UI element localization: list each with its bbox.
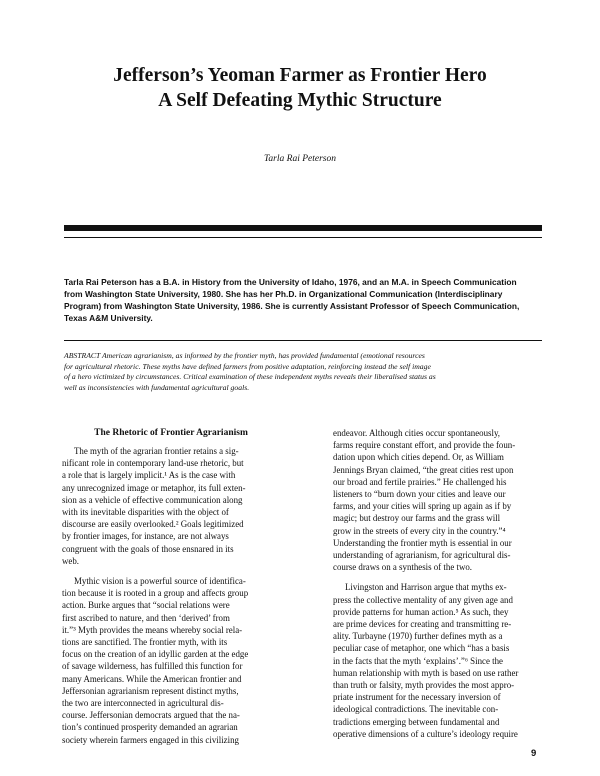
text-line: action. Burke argues that “social relations were	[62, 600, 230, 611]
paragraph	[62, 445, 280, 567]
text-line: farms require constant effort, and provide the foun-	[333, 440, 516, 451]
text-line: first ascribed to nature, and then ‘derived’ from	[62, 612, 230, 623]
bio-line: Texas A&M University.	[64, 313, 153, 323]
text-line: human relationship with myth is based on use rather	[333, 667, 519, 678]
right-column	[333, 427, 551, 740]
text-line: listeners to “burn down your cities and leave our	[333, 489, 506, 500]
thin-rule-bottom	[64, 340, 542, 341]
text-line: Mythic vision is a powerful source of identifica-	[74, 576, 246, 587]
left-column	[62, 427, 280, 746]
text-line: discourse are easily overlooked.² Goals legitimized	[62, 519, 244, 530]
text-line: in the facts that the myth ‘explains’.”⁶ Since the	[333, 655, 503, 666]
text-line: grow in the streets of every city in the country.”⁴	[333, 525, 506, 536]
text-line: Jennings Bryan claimed, “the great cities rest upon	[333, 464, 514, 475]
text-line: The myth of the agrarian frontier retains a sig-	[74, 446, 239, 456]
text-line: of savage wilderness, has fulfilled this function for	[62, 661, 243, 672]
text-line: any unrecognized image or metaphor, its full exten-	[62, 482, 246, 493]
author-bio	[64, 276, 542, 324]
text-line: the two are interconnected in agricultural dis-	[62, 698, 224, 709]
text-line: dation upon which cities depend. Or, as William	[333, 452, 504, 463]
text-line: understanding of agrarianism, for agricultural dis-	[333, 550, 511, 561]
text-line: Understanding the frontier myth is essential in our	[333, 537, 512, 548]
bio-line: Program) from Washington State University, 1986. She is currently Assistant Professor of Speech Communication,	[64, 301, 520, 311]
text-line: it.”³ Myth provides the means whereby social rela-	[62, 624, 243, 635]
abstract	[64, 351, 542, 393]
abstract-line: well as inconsistencies with fundamental agricultural goals.	[64, 382, 250, 392]
text-line: by frontier images, for instance, are not always	[62, 531, 229, 542]
text-line: than truth or falsity, myth provides the most appro-	[333, 680, 515, 691]
text-line: operative dimensions of a culture’s ideology require	[333, 728, 518, 739]
article-title-line-2: A Self Defeating Mythic Structure	[158, 90, 442, 111]
text-line: tion because it is rooted in a group and affects group	[62, 588, 249, 599]
text-line: tion’s continued prosperity demanded an agrarian	[62, 722, 238, 733]
text-line: tions are sanctified. The frontier myth, with its	[62, 637, 228, 648]
text-line: with its inevitable disparities with the object of	[62, 507, 229, 518]
text-line: endeavor. Although cities occur spontaneously,	[333, 428, 501, 438]
text-line: press the collective mentality of any given age and	[333, 594, 513, 605]
paragraph	[333, 427, 551, 573]
text-line: peculiar case of metaphor, one which “has a basis	[333, 643, 510, 654]
paragraph	[62, 575, 280, 746]
author-name: Tarla Rai Peterson	[264, 154, 336, 164]
bio-line: Tarla Rai Peterson has a B.A. in History from the University of Idaho, 1976, and an M.A. in Speech Communication	[64, 277, 517, 287]
text-line: Jeffersonian agrarianism represent distinct myths,	[62, 685, 239, 696]
text-line: sion as a vehicle of effective communication along	[62, 494, 243, 505]
text-line: ality. Turbayne (1970) further defines myth as a	[333, 631, 503, 642]
bio-line: from Washington State University, 1980. She has her Ph.D. in Organizational Communication (Interdisciplinary	[64, 289, 503, 299]
text-line: congruent with the goals of those ensnared in its	[62, 543, 234, 554]
abstract-line: of a hero victimized by circumstances. Critical examination of these independent myths reveals their liberalised status as	[64, 372, 436, 382]
page-number: 9	[531, 748, 537, 759]
thin-rule-top	[64, 237, 542, 238]
abstract-line: ABSTRACT American agrarianism, as informed by the frontier myth, has provided fundamental (emotional resources	[64, 351, 425, 360]
text-line: course draws on a synthesis of the two.	[333, 562, 473, 573]
paragraph	[333, 581, 551, 740]
text-line: focus on the creation of an idyllic garden at the edge	[62, 649, 249, 660]
text-line: magic; but destroy our farms and the grass will	[333, 513, 501, 524]
text-line: are prime devices for creating and transmitting re-	[333, 619, 512, 630]
text-line: tradictions emerging between fundamental and	[333, 716, 500, 727]
text-line: society wherein farmers engaged in this civilizing	[62, 734, 239, 745]
text-line: web.	[62, 555, 80, 566]
abstract-line: for agricultural rhetoric. These myths have defined farmers from positive adaptation, reinforcing instead the self image	[64, 361, 431, 371]
section-heading: The Rhetoric of Frontier Agrarianism	[94, 428, 248, 438]
article-title-line-1: Jefferson’s Yeoman Farmer as Frontier Hero	[113, 65, 487, 86]
text-line: many Americans. While the American frontier and	[62, 673, 242, 684]
text-line: a role that is largely implicit.¹ As is the case with	[62, 470, 236, 481]
text-line: our broad and fertile prairies.” He challenged his	[333, 476, 507, 487]
text-line: Livingston and Harrison argue that myths ex-	[345, 582, 507, 593]
text-line: priate instrument for the necessary inversion of	[333, 692, 501, 703]
text-line: course. Jeffersonian democrats argued that the na-	[62, 710, 240, 721]
text-line: ideological contradictions. The inevitable con-	[333, 704, 499, 715]
heavy-rule	[64, 225, 542, 231]
text-line: nificant role in contemporary land-use rhetoric, but	[62, 458, 244, 469]
text-line: farms, and your cities will spring up again as if by	[333, 501, 512, 512]
text-line: provide patterns for human action.⁵ As such, they	[333, 606, 509, 617]
